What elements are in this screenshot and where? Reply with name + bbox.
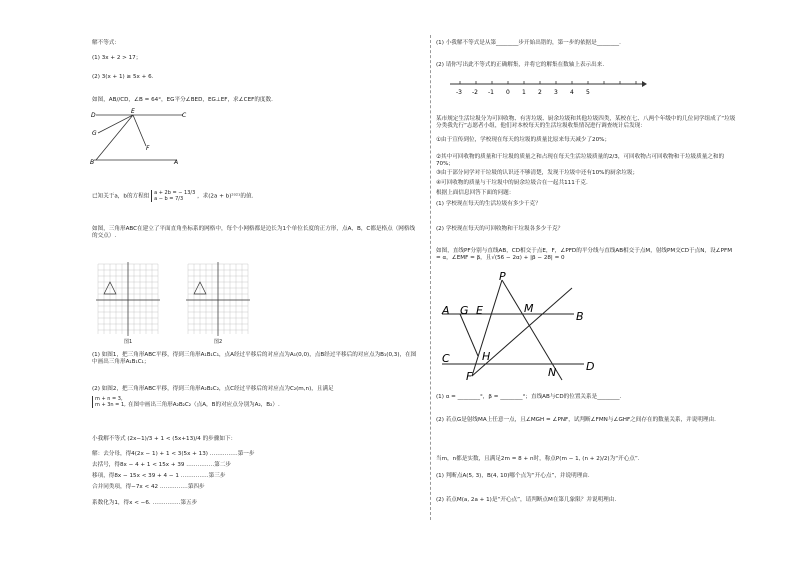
question-solve-inequality: 解不等式： (92, 40, 120, 46)
label-E: E (476, 304, 483, 317)
label-G: G (92, 130, 97, 137)
label-A: A (442, 304, 450, 317)
question-system: 已知关于a，b的方程组 a + 2b = − 13/3 a − b = 7/3 ，求(2a + b)²⁰²¹的值. (92, 190, 254, 202)
waste-fact-2: ②其中可回收物的质量和干垃圾的质量之和占现在每天生活垃圾质量的2/3，可回收物占可回收物和干垃圾质量之和的70%； (436, 154, 725, 167)
waste-instruction: 根据上面信息回答下面的问题： (436, 190, 515, 196)
parallel-lines-figure (88, 106, 198, 170)
tick-label: 4 (570, 89, 574, 96)
inequality-2: (2) 3(x + 1) ≥ 5x + 6. (92, 74, 154, 80)
lines-figure (440, 270, 600, 382)
waste-fact-3: ③由于部分同学对干垃圾的认识还不够清楚，发现干垃圾中还有10%的厨余垃圾； (436, 170, 639, 176)
tick-label: 5 (586, 89, 590, 96)
question-grid-part-1: (1) 如图1，把三角形ABC平移，得到三角形A₁B₁C₁，点A经过平移后的对应点为A₁(0,0)，点B经过平移后的对应点为B₁(0,3)，在图中画出三角形A₁B₁C₁； (92, 352, 417, 365)
tick-label: 2 (538, 89, 542, 96)
step-3: 移项，得8x − 15x < 39 + 4 − 1 ……………第三步 (92, 473, 226, 479)
label-A: A (174, 159, 179, 166)
tick-label: 3 (554, 89, 558, 96)
question-lines: 如图，直线PF分别与直线AB，CD相交于点E，F，∠PFD的平分线与直线AB相交于点M，射线PM交CD于点N，设∠PFM = α，∠EMF = β，且√(56 − 2α) + |β − 28| = 0 (436, 248, 733, 261)
tick-label: -3 (456, 89, 462, 96)
question-mistake: 小我解不等式 (2x−1)/3 + 1 < (5x+13)/4 的步骤如下： (92, 436, 237, 442)
step-2: 去括号，得8x − 4 + 1 < 15x + 39 ……………第二步 (92, 462, 232, 468)
grid-caption-2: 图2 (214, 339, 223, 345)
label-C: C (442, 352, 450, 365)
label-B: B (90, 159, 95, 166)
label-D: D (91, 112, 96, 119)
happy-point-question-2: (2) 若点M(a, 2a + 1)是“开心点”，请判断点M在第几象限？并说明理由. (436, 497, 617, 503)
label-D: D (586, 360, 595, 373)
grid-figure-1 (96, 262, 166, 340)
waste-fact-4: ④可回收物的质量与干垃圾中的厨余垃圾合在一起共111千克. (436, 180, 588, 186)
label-G: G (460, 304, 469, 317)
question-waste: 某市规定生活垃圾分为可回收物、有害垃圾、厨余垃圾和其他垃圾四类，某校在七、八两个年级中的几位同学组成了“垃圾分类我先行”志愿者小组，他们对本校每天的生活垃圾收集情况进行调查统计后发现： (436, 116, 736, 129)
inequality-1: (1) 3x + 2 > 17； (92, 55, 142, 61)
number-line (446, 76, 646, 100)
lines-question-2: (2) 若点G是射线MA上任意一点，且∠MGH = ∠PNF，试判断∠FMN与∠GHF之间存在的数量关系，并说明理由. (436, 417, 716, 423)
tick-label: 0 (506, 89, 510, 96)
tick-label: -1 (488, 89, 494, 96)
label-N: N (548, 366, 557, 379)
step-1: 解：去分母，得4(2x − 1) + 1 < 3(5x + 13) ……………第一步 (92, 451, 255, 457)
waste-fact-1: ①由于宣传到位，学校现在每天的垃圾的质量比原来每天减少了20%； (436, 137, 611, 143)
tick-label: -2 (472, 89, 478, 96)
label-P: P (499, 270, 506, 283)
lines-question-1: (1) α = ________°，β = ________°；直线AB与CD的位置关系是________. (436, 394, 622, 400)
label-E: E (131, 108, 135, 115)
question-grid-part-2-system: m + n = 3, m + 3n = 1, (92, 396, 126, 408)
question-happy-point: 当m，n都是实数，且满足2m = 8 + n时，称点P(m − 1, (n + 2)/2)为“开心点”. (436, 456, 640, 462)
waste-question-2: (2) 学校现在每天的可回收物和干垃圾各多少千克？ (436, 226, 564, 232)
label-F: F (466, 370, 473, 383)
r-question-1: (1) 小我解不等式是从第________步开始出错的，第一步的依据是________. (436, 40, 621, 46)
grid-figure-2 (186, 262, 256, 340)
label-M: M (524, 302, 534, 315)
grid-caption-1: 图1 (124, 339, 133, 345)
question-parallel-lines: 如图，AB//CD，∠B = 64°，EG平分∠BED，EG⊥EF，求∠CEF的度数. (92, 97, 273, 103)
question-grid-part-2b: 在图中画出三角形A₂B₂C₂（点A，B的对应点分别为A₂，B₂）. (128, 402, 280, 408)
question-grid: 如图，三角形ABC在建立了平面直角坐标系的网格中，每个小网格都是边长为1个单位长度的正方形，点A，B，C都是格点（网格线的交点）. (92, 226, 416, 239)
column-divider (430, 35, 431, 520)
happy-point-question-1: (1) 判断点A(5, 3)，B(4, 10)哪个点为“开心点”，并说明理由. (436, 473, 590, 479)
question-grid-part-2a: (2) 如图2，把三角形ABC平移，得到三角形A₂B₂C₂，点C经过平移后的对应点为C₂(m,n)，且满足 (92, 386, 334, 392)
label-F: F (146, 145, 150, 152)
label-C: C (182, 112, 187, 119)
tick-label: 1 (522, 89, 526, 96)
r-question-2: (2) 请你写出此不等式的正确解集，并将它的解集在数轴上表示出来. (436, 62, 605, 68)
waste-question-1: (1) 学校现在每天的生活垃圾有多少千克？ (436, 201, 541, 207)
step-4: 合并同类项，得−7x < 42 ……………第四步 (92, 484, 205, 490)
label-B: B (576, 310, 584, 323)
label-H: H (482, 350, 491, 363)
step-5: 系数化为1，得x < −6. ……………第五步 (92, 500, 198, 506)
